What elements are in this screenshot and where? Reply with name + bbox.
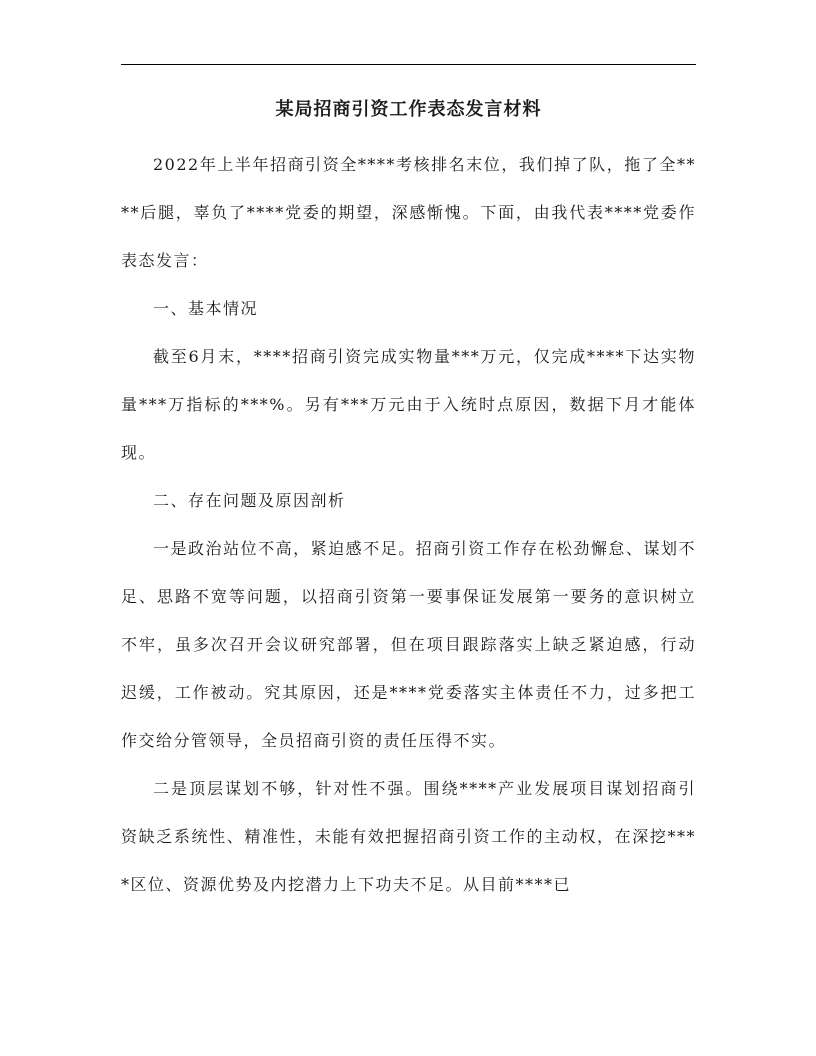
- document-title: 某局招商引资工作表态发言材料: [275, 99, 542, 120]
- section-heading-problems: 二、存在问题及原因剖析: [153, 491, 346, 510]
- document-body: [121, 141, 696, 909]
- paragraph-intro: 2022年上半年招商引资全****考核排名末位，我们掉了队，拖了全****后腿，辜负了****党委的期望，深感惭愧。下面，由我代表****党委作表态发言：: [121, 155, 696, 270]
- paragraph-basic-situation: 截至6月末，****招商引资完成实物量***万元，仅完成****下达实物量***万指标的***%。另有***万元由于入统时点原因，数据下月才能体现。: [121, 347, 696, 462]
- paragraph-problem-one: 一是政治站位不高，紧迫感不足。招商引资工作存在松劲懈怠、谋划不足、思路不宽等问题，以招商引资第一要事保证发展第一要务的意识树立不牢，虽多次召开会议研究部署，但在项目跟踪落实上缺乏紧迫感，行动迟缓，工作被动。究其原因，还是****党委落实主体责任不力，过多把工作交给分管领导，全员招商引资的责任压得不实。: [121, 539, 696, 750]
- paragraph-problem-two: 二是顶层谋划不够，针对性不强。围绕****产业发展项目谋划招商引资缺乏系统性、精准性，未能有效把握招商引资工作的主动权，在深挖****区位、资源优势及内挖潜力上下功夫不足。从目前****已: [121, 779, 696, 894]
- section-heading-basic-situation: 一、基本情况: [153, 299, 259, 318]
- header-rule: [121, 64, 696, 65]
